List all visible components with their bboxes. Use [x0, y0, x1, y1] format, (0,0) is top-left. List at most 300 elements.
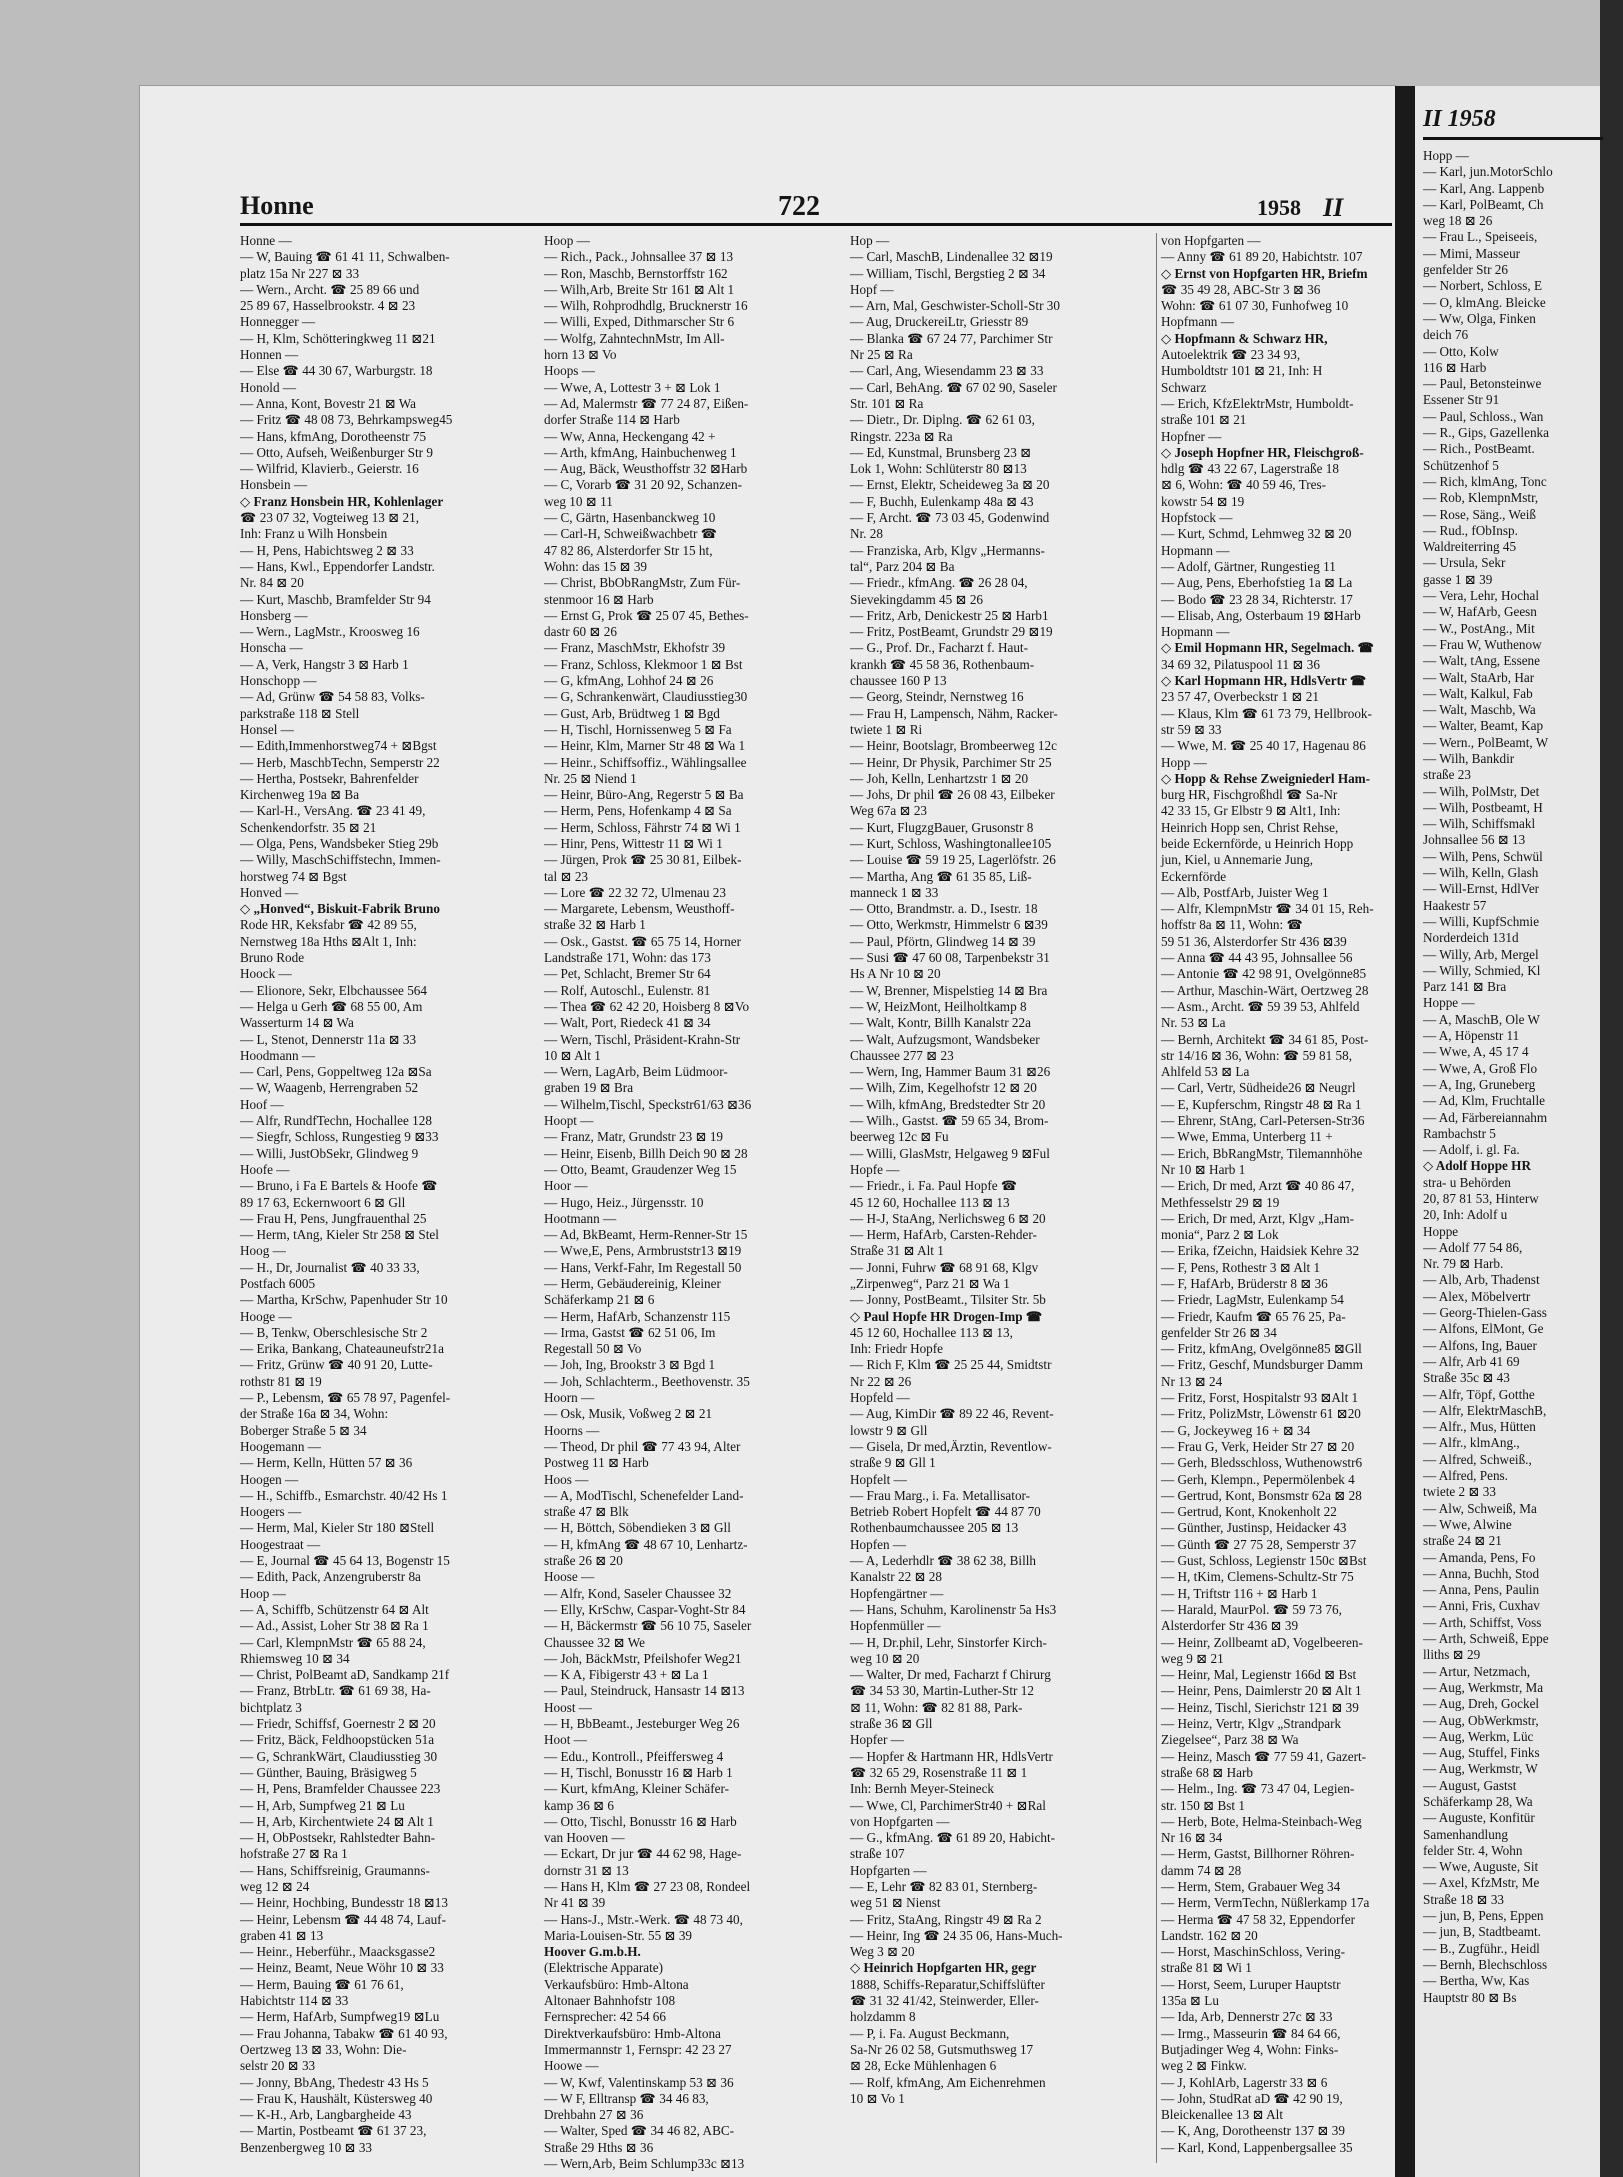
directory-entry-line: 25 89 67, Hasselbrookstr. 4 ⊠ 23	[240, 298, 416, 314]
directory-entry-line: — Alfr, RundfTechn, Hochallee 128	[240, 1113, 432, 1129]
directory-entry-line: — Erich, Dr med, Arzt ☎ 40 86 47,	[1161, 1178, 1355, 1194]
directory-entry-line: — Ehrenr, StAng, Carl-Petersen-Str36	[1161, 1113, 1365, 1129]
directory-entry-line: — H., Schiffb., Esmarchstr. 40/42 Hs 1	[240, 1487, 448, 1503]
directory-entry-line: Nr 16 ⊠ 34	[1161, 1830, 1223, 1846]
directory-entry-line: Fernsprecher: 42 54 66	[544, 2009, 666, 2025]
directory-entry-line: — Thea ☎ 62 42 20, Hoisberg 8 ⊠Vo	[544, 998, 750, 1014]
directory-entry-line: Chaussee 277 ⊠ 23	[850, 1047, 954, 1063]
directory-entry-line: Honnegger —	[240, 314, 316, 330]
directory-entry-line: weg 9 ⊠ 21	[1161, 1650, 1224, 1666]
directory-entry-line: — G., Prof. Dr., Facharzt f. Haut-	[850, 640, 1028, 656]
adjacent-entry-line: — Walt, Kalkul, Fab	[1423, 685, 1533, 701]
adjacent-entry-line: — Rich, klmAng, Tonc	[1423, 473, 1547, 489]
directory-entry-line: — H, Pens, Bramfelder Chaussee 223	[240, 1781, 441, 1797]
adjacent-entry-line: — A, MaschB, Ole W	[1423, 1011, 1540, 1027]
directory-entry-line: hoffstr 8a ⊠ 11, Wohn: ☎	[1161, 917, 1303, 933]
directory-entry-line: Schwarz	[1161, 379, 1207, 395]
adjacent-entry-line: — Alfred, Pens.	[1423, 1468, 1508, 1484]
adjacent-entry-line: — Aug, Dreh, Gockel	[1423, 1696, 1540, 1712]
adjacent-entry-line: — Alfr, ElektrMaschB,	[1423, 1402, 1547, 1418]
adjacent-entry-line: — Anni, Fris, Cuxhav	[1423, 1598, 1540, 1614]
directory-entry-line: — Gerh, Bledsschloss, Wuthenowstr6	[1161, 1455, 1363, 1471]
directory-entry-line: — H, ObPostsekr, Rahlstedter Bahn-	[240, 1830, 436, 1846]
directory-entry-line: Hoorns —	[544, 1422, 600, 1438]
directory-entry-line: — Franziska, Arb, Klgv „Hermanns-	[850, 542, 1045, 558]
directory-entry-line: — Carl, Pens, Goppeltweg 12a ⊠Sa	[240, 1064, 432, 1080]
directory-entry-line: — Ron, Maschb, Bernstorffstr 162	[544, 265, 728, 281]
directory-entry-line: — W, Brenner, Mispelstieg 14 ⊠ Bra	[850, 982, 1048, 998]
directory-entry-line: Kirchenweg 19a ⊠ Ba	[240, 787, 360, 803]
adjacent-entry-line: — Wwe, Auguste, Sit	[1423, 1859, 1539, 1875]
adjacent-entry-line: — Willy, Schmied, Kl	[1423, 962, 1541, 978]
directory-entry-line: — Christ, PolBeamt aD, Sandkamp 21f	[240, 1667, 450, 1683]
directory-entry-line: Hs A Nr 10 ⊠ 20	[850, 966, 941, 982]
directory-entry-line: Wohn: das 15 ⊠ 39	[544, 558, 648, 574]
directory-entry-line: Butjadinger Weg 4, Wohn: Finks-	[1161, 2041, 1339, 2057]
directory-entry-line: — Margarete, Lebensm, Weusthoff-	[544, 901, 735, 917]
directory-entry-line: horn 13 ⊠ Vo	[544, 347, 617, 363]
directory-entry-line: — Fritz, Arb, Denickestr 25 ⊠ Harb1	[850, 607, 1049, 623]
header-page-number: 722	[778, 191, 820, 222]
directory-entry-line: — Herm, Gebäudereinig, Kleiner	[544, 1276, 721, 1291]
directory-entry-line: Altonaer Bahnhofstr 108	[544, 1993, 676, 2009]
directory-page	[140, 86, 1395, 2177]
directory-entry-line: — Franz, Matr, Grundstr 23 ⊠ 19	[544, 1129, 724, 1145]
adjacent-entry-line: — Alfons, ElMont, Ge	[1423, 1321, 1544, 1337]
directory-entry-line: Inh: Friedr Hopfe	[850, 1341, 944, 1357]
directory-entry-line: — Bernh, Architekt ☎ 34 61 85, Post-	[1161, 1031, 1369, 1047]
directory-entry-line: — Herma ☎ 47 58 32, Eppendorfer	[1161, 1911, 1356, 1927]
directory-entry-line: Nernstweg 18a Hths ⊠Alt 1, Inh:	[240, 933, 417, 949]
directory-entry-line: — K-H., Arb, Langbargheide 43	[240, 2107, 412, 2123]
directory-entry-line: — Joh, BäckMstr, Pfeilshofer Weg21	[544, 1650, 742, 1666]
directory-entry-line: — H., Dr, Journalist ☎ 40 33 33,	[240, 1259, 420, 1275]
header-keyword: Honne	[240, 191, 314, 220]
adjacent-entry-line: straße 24 ⊠ 21	[1423, 1533, 1502, 1549]
directory-entry-line: — Franz, MaschMstr, Ekhofstr 39	[544, 640, 726, 656]
adjacent-entry-line: Norderdeich 131d	[1423, 930, 1519, 946]
directory-entry-line: — Kurt, Maschb, Bramfelder Str 94	[240, 591, 431, 607]
directory-entry-line: — G, SchrankWärt, Claudiusstieg 30	[240, 1748, 438, 1764]
directory-entry-line: — Antonie ☎ 42 98 91, Ovelgönne85	[1161, 966, 1367, 982]
directory-entry-line: — Karl-H., VersAng. ☎ 23 41 49,	[240, 803, 426, 819]
directory-entry-line: Hopfelt —	[850, 1471, 907, 1487]
directory-entry-line: — Heinr, Bootslagr, Brombeerweg 12c	[850, 738, 1057, 754]
directory-column-3	[850, 233, 1148, 2163]
directory-entry-line: — Hans, Schuhm, Karolinenstr 5a Hs3	[850, 1601, 1057, 1617]
adjacent-entry-line: — Aug, Werkmstr, Ma	[1423, 1679, 1544, 1695]
directory-entry-line: — Alb, PostfArb, Juister Weg 1	[1161, 884, 1329, 900]
directory-entry-line: — Harald, MaurPol. ☎ 59 73 76,	[1161, 1601, 1342, 1617]
directory-entry-line: — Horst, MaschinSchloss, Vering-	[1161, 1944, 1346, 1960]
directory-entry-line: — Erika, fZeichn, Haidsiek Kehre 32	[1161, 1243, 1360, 1259]
adjacent-entry-line: — Anna, Pens, Paulin	[1423, 1582, 1540, 1598]
directory-entry-line: ◇ Paul Hopfe HR Drogen-Imp ☎	[850, 1308, 1043, 1324]
directory-entry-line: — A, Verk, Hangstr 3 ⊠ Harb 1	[240, 656, 409, 672]
directory-entry-line: Hopmann —	[1161, 624, 1230, 640]
directory-entry-line: Ringstr. 223a ⊠ Ra	[850, 428, 953, 444]
directory-entry-line: — Siegfr, Schloss, Rungestieg 9 ⊠33	[240, 1129, 439, 1145]
adjacent-entry-line: Hopp —	[1423, 148, 1469, 163]
directory-entry-line: Honsbein —	[240, 477, 308, 493]
adjacent-entry-line: — Rose, Säng., Weiß	[1423, 506, 1536, 522]
directory-entry-line: — C, Vorarb ☎ 31 20 92, Schanzen-	[544, 477, 742, 493]
directory-entry-line: 89 17 63, Eckernwoort 6 ⊠ Gll	[240, 1194, 406, 1210]
adjacent-entry-line: — Georg-Thielen-Gass	[1423, 1305, 1547, 1321]
directory-entry-line: Benzenbergweg 10 ⊠ 33	[240, 2139, 373, 2155]
directory-entry-line: — Carl-H, Schweißwachbetr ☎	[544, 526, 718, 542]
directory-entry-line: — Walt, Kontr, Billh Kanalstr 22a	[850, 1015, 1031, 1031]
directory-entry-line: — Günther, Justinsp, Heidacker 43	[1161, 1520, 1347, 1536]
directory-entry-line: — Gertrud, Kont, Knokenholt 22	[1161, 1504, 1337, 1520]
directory-column-2	[544, 233, 842, 2172]
directory-entry-line: ◇ Heinrich Hopfgarten HR, gegr	[850, 1960, 1037, 1976]
directory-entry-line: der Straße 16a ⊠ 34, Wohn:	[240, 1406, 389, 1422]
directory-entry-line: — J, KohlArb, Lagerstr 33 ⊠ 6	[1161, 2074, 1328, 2090]
directory-entry-line: Hopmann —	[1161, 542, 1230, 558]
directory-entry-line: — H, kfmAng ☎ 48 67 10, Lenhartz-	[544, 1536, 748, 1552]
directory-entry-line: Hopfgarten —	[850, 1862, 927, 1878]
directory-entry-line: straße 107	[850, 1846, 905, 1862]
directory-entry-line: — H, Bäckermstr ☎ 56 10 75, Saseler	[544, 1618, 752, 1634]
page-header	[140, 191, 1344, 225]
adjacent-entry-line: — R., Gips, Gazellenka	[1423, 425, 1549, 441]
directory-entry-line: Hoose —	[544, 1569, 595, 1585]
adjacent-entry-line: — Adolf 77 54 86,	[1423, 1239, 1523, 1255]
directory-entry-line: Wasserturm 14 ⊠ Wa	[240, 1015, 354, 1031]
adjacent-entry-line: — Wilh, Kelln, Glash	[1423, 865, 1539, 881]
adjacent-entry-line: — W, HafArb, Geesn	[1423, 604, 1537, 620]
adjacent-entry-line: — Wilh, Schiffsmakl	[1423, 816, 1536, 832]
adjacent-entry-line: — Anna, Buchh, Stod	[1423, 1565, 1540, 1581]
directory-entry-line: — B, Tenkw, Oberschlesische Str 2	[240, 1324, 428, 1340]
directory-entry-line: — A, Schiffb, Schützenstr 64 ⊠ Alt	[240, 1601, 429, 1617]
adjacent-entry-line: — Wwe, A, 45 17 4	[1423, 1044, 1529, 1060]
directory-entry-line: — Karl, Kond, Lappenbergsallee 35	[1161, 2139, 1353, 2155]
directory-entry-line: — Friedr., i. Fa. Paul Hopfe ☎	[850, 1178, 1018, 1194]
adjacent-entry-line: — Adolf, i. gl. Fa.	[1423, 1142, 1520, 1158]
directory-entry-line: Hopfstock —	[1161, 510, 1233, 526]
adjacent-page-column	[1423, 148, 1623, 2158]
directory-entry-line: — Wern., Archt. ☎ 25 89 66 und	[240, 281, 420, 297]
directory-entry-line: — Wilh,Arb, Breite Str 161 ⊠ Alt 1	[544, 281, 735, 297]
directory-entry-line: von Hopfgarten —	[850, 1813, 950, 1829]
directory-entry-line: Hooge —	[240, 1308, 292, 1324]
adjacent-entry-line: — Alfr, Töpf, Gotthe	[1423, 1386, 1535, 1402]
directory-entry-line: twiete 1 ⊠ Ri	[850, 721, 923, 737]
directory-entry-line: — Fritz, Bäck, Feldhoopstücken 51a	[240, 1732, 435, 1748]
directory-entry-line: — Kurt, Schloss, Washingtonallee105	[850, 835, 1052, 851]
directory-entry-line: — H, Tischl, Bonusstr 16 ⊠ Harb 1	[544, 1764, 733, 1780]
directory-entry-line: 10 ⊠ Vo 1	[850, 2090, 905, 2106]
directory-entry-line: Hopfner —	[1161, 428, 1222, 444]
adjacent-entry-line: Parz 141 ⊠ Bra	[1423, 979, 1507, 995]
directory-entry-line: 23 57 47, Overbeckstr 1 ⊠ 21	[1161, 689, 1319, 705]
directory-entry-line: Hoof —	[240, 1096, 284, 1112]
directory-entry-line: — Elisab, Ang, Osterbaum 19 ⊠Harb	[1161, 607, 1361, 623]
directory-entry-line: parkstraße 118 ⊠ Stell	[240, 705, 360, 721]
adjacent-entry-line: — Rob, KlempnMstr,	[1423, 490, 1539, 506]
directory-entry-line: — Heinz, Tischl, Sierichstr 121 ⊠ 39	[1161, 1699, 1359, 1715]
directory-entry-line: Hopfmann —	[1161, 314, 1234, 330]
directory-entry-line: Hoover G.m.b.H.	[544, 1944, 641, 1960]
adjacent-entry-line: — Will-Ernst, HdlVer	[1423, 881, 1540, 897]
directory-entry-line: — Gerh, Klempn., Pepermölenbek 4	[1161, 1471, 1355, 1487]
directory-entry-line: Lok 1, Wohn: Schlüterstr 80 ⊠13	[850, 461, 1027, 477]
directory-entry-line: — Elly, KrSchw, Caspar-Voght-Str 84	[544, 1601, 746, 1617]
directory-entry-line: — Otto, Tischl, Bonusstr 16 ⊠ Harb	[544, 1813, 737, 1829]
directory-entry-line: ☎ 35 49 28, ABC-Str 3 ⊠ 36	[1161, 281, 1321, 297]
directory-entry-line: — P., Lebensm, ☎ 65 78 97, Pagenfel-	[240, 1390, 451, 1406]
directory-entry-line: — H, tKim, Clemens-Schultz-Str 75	[1161, 1569, 1354, 1585]
directory-entry-line: — C, Gärtn, Hasenbanckweg 10	[544, 510, 716, 526]
directory-entry-line: — G, Schrankenwärt, Claudiusstieg30	[544, 689, 748, 705]
adjacent-entry-line: — Wwe, A, Groß Flo	[1423, 1060, 1538, 1076]
directory-entry-line: Sievekingdamm 45 ⊠ 26	[850, 591, 984, 607]
directory-entry-line: horstweg 74 ⊠ Bgst	[240, 868, 347, 884]
directory-entry-line: — Rich F, Klm ☎ 25 25 44, Smidtstr	[850, 1357, 1052, 1373]
directory-entry-line: Maria-Louisen-Str. 55 ⊠ 39	[544, 1927, 693, 1943]
directory-entry-line: — Dietr., Dr. Diplng. ☎ 62 61 03,	[850, 412, 1035, 428]
directory-entry-line: — Gust, Arb, Brüdtweg 1 ⊠ Bgd	[544, 705, 720, 721]
adjacent-entry-line: 20, 87 81 53, Hinterw	[1423, 1191, 1539, 1206]
directory-entry-line: — Carl, BehAng. ☎ 67 02 90, Saseler	[850, 379, 1057, 395]
directory-entry-line: — F, Buchh, Eulenkamp 48a ⊠ 43	[850, 493, 1034, 509]
directory-entry-line: Habichtstr 114 ⊠ 33	[240, 1993, 349, 2009]
directory-entry-line: — Walt, Port, Riedeck 41 ⊠ 34	[544, 1015, 711, 1031]
directory-entry-line: — Pet, Schlacht, Bremer Str 64	[544, 966, 711, 982]
directory-entry-line: Hoofe —	[240, 1161, 290, 1177]
directory-entry-line: — Gust, Schloss, Legienstr 150c ⊠Bst	[1161, 1553, 1367, 1569]
directory-entry-line: kowstr 54 ⊠ 19	[1161, 493, 1245, 509]
directory-entry-line: — Wern, LagArb, Beim Lüdmoor-	[544, 1064, 728, 1080]
directory-entry-line: straße 68 ⊠ Harb	[1161, 1764, 1253, 1780]
directory-column-1	[240, 233, 538, 2163]
directory-entry-line: str 59 ⊠ 33	[1161, 721, 1222, 737]
directory-entry-line: — Johs, Dr phil ☎ 26 08 43, Eilbeker	[850, 787, 1055, 803]
adjacent-entry-line: — Alfr, Arb 41 69	[1423, 1353, 1520, 1369]
directory-entry-line: — Franz, BtrbLtr. ☎ 61 69 38, Ha-	[240, 1683, 431, 1699]
directory-entry-line: — Ad, Grünw ☎ 54 58 83, Volks-	[240, 689, 425, 705]
directory-entry-line: graben 19 ⊠ Bra	[544, 1080, 634, 1096]
directory-entry-line: — Herm, Schloss, Fährstr 74 ⊠ Wi 1	[544, 819, 741, 835]
directory-entry-line: — Wilhelm,Tischl, Speckstr61/63 ⊠36	[544, 1096, 752, 1112]
directory-entry-line: — Hinr, Pens, Wittestr 11 ⊠ Wi 1	[544, 835, 723, 851]
adjacent-entry-line: weg 18 ⊠ 26	[1423, 213, 1493, 229]
adjacent-entry-line: Hauptstr 80 ⊠ Bs	[1423, 1989, 1517, 2005]
directory-entry-line: Honsberg —	[240, 607, 308, 623]
directory-entry-line: — Gertrud, Kont, Bonsmstr 62a ⊠ 28	[1161, 1487, 1362, 1503]
directory-entry-line: Nr 10 ⊠ Harb 1	[1161, 1161, 1246, 1177]
directory-entry-line: — Hans H, Klm ☎ 27 23 08, Rondeel	[544, 1878, 751, 1894]
directory-entry-line: — Arth, kfmAng, Hainbuchenweg 1	[544, 444, 737, 460]
directory-entry-line: — Kurt, kfmAng, Kleiner Schäfer-	[544, 1781, 730, 1797]
directory-entry-line: Schäferkamp 21 ⊠ 6	[544, 1292, 655, 1308]
directory-entry-line: ◇ Emil Hopmann HR, Segelmach. ☎	[1161, 640, 1375, 656]
directory-entry-line: — Susi ☎ 47 60 08, Tarpenbekstr 31	[850, 950, 1050, 966]
adjacent-entry-line: — Walt, Maschb, Wa	[1423, 702, 1536, 718]
directory-entry-line: — Herb, MaschbTechn, Semperstr 22	[240, 754, 440, 770]
directory-entry-line: — W, Kwf, Valentinskamp 53 ⊠ 36	[544, 2074, 734, 2090]
adjacent-entry-line: — Wilh, PolMstr, Det	[1423, 783, 1540, 799]
directory-entry-line: weg 10 ⊠ 20	[850, 1650, 920, 1666]
directory-entry-line: dornstr 31 ⊠ 13	[544, 1862, 629, 1878]
directory-entry-line: — Carl, MaschB, Lindenallee 32 ⊠19	[850, 249, 1053, 265]
directory-entry-line: — Aug, DruckereiLtr, Griesstr 89	[850, 314, 1029, 330]
adjacent-entry-line: Samenhandlung	[1423, 1826, 1508, 1842]
directory-entry-line: — Ad, Malermstr ☎ 77 24 87, Eißen-	[544, 395, 749, 411]
adjacent-entry-line: — Artur, Netzmach,	[1423, 1663, 1531, 1679]
directory-entry-line: rothstr 81 ⊠ 19	[240, 1373, 322, 1389]
directory-entry-line: — Ida, Arb, Dennerstr 27c ⊠ 33	[1161, 2009, 1333, 2025]
adjacent-entry-line: — jun, B, Stadtbeamt.	[1423, 1924, 1541, 1940]
directory-entry-line: Hopf —	[850, 281, 894, 297]
directory-entry-line: Hoowe —	[544, 2058, 599, 2074]
adjacent-entry-line: — Walter, Beamt, Kap	[1423, 718, 1544, 734]
adjacent-entry-line: twiete 2 ⊠ 33	[1423, 1484, 1496, 1500]
directory-entry-line: — Fritz ☎ 48 08 73, Behrkampsweg45	[240, 412, 453, 428]
directory-entry-line: — H, Böttch, Söbendieken 3 ⊠ Gll	[544, 1520, 731, 1536]
directory-entry-line: — Herm, Stem, Grabauer Weg 34	[1161, 1878, 1341, 1894]
directory-entry-line: — H, Arb, Kirchentwiete 24 ⊠ Alt 1	[240, 1813, 434, 1829]
directory-entry-line: — Fritz, Grünw ☎ 40 91 20, Lutte-	[240, 1357, 433, 1373]
directory-entry-line: Bruno Rode	[240, 950, 305, 966]
directory-entry-line: — Paul, Pförtn, Glindweg 14 ⊠ 39	[850, 933, 1036, 949]
directory-entry-line: — Wilh, Zim, Kegelhofstr 12 ⊠ 20	[850, 1080, 1037, 1096]
directory-entry-line: — Erich, Dr med, Arzt, Klgv „Ham-	[1161, 1210, 1354, 1226]
adjacent-entry-line: — Axel, KfzMstr, Me	[1423, 1875, 1540, 1891]
directory-entry-line: Straße 31 ⊠ Alt 1	[850, 1243, 944, 1259]
directory-entry-line: hofstraße 27 ⊠ Ra 1	[240, 1846, 348, 1862]
directory-entry-line: chaussee 160 P 13	[850, 673, 947, 689]
directory-entry-line: ◇ „Honved“, Biskuit-Fabrik Bruno	[240, 901, 440, 917]
directory-entry-line: — Osk., Gastst. ☎ 65 75 14, Horner	[544, 933, 742, 949]
directory-entry-line: weg 2 ⊠ Finkw.	[1161, 2058, 1247, 2074]
directory-entry-line: — Heinr, Klm, Marner Str 48 ⊠ Wa 1	[544, 738, 746, 754]
directory-entry-line: weg 51 ⊠ Nienst	[850, 1895, 941, 1911]
directory-entry-line: — Jonny, PostBeamt., Tilsiter Str. 5b	[850, 1292, 1046, 1308]
directory-entry-line: Rhiemsweg 10 ⊠ 34	[240, 1650, 350, 1666]
directory-entry-line: — Friedr, LagMstr, Eulenkamp 54	[1161, 1292, 1344, 1308]
directory-entry-line: — Martha, KrSchw, Papenhuder Str 10	[240, 1292, 448, 1308]
directory-entry-line: Postfach 6005	[240, 1276, 316, 1291]
directory-entry-line: Nr 41 ⊠ 39	[544, 1895, 606, 1911]
directory-entry-line: Hopfen —	[850, 1536, 907, 1552]
adjacent-entry-line: — Wilh, Bankdir	[1423, 750, 1515, 766]
directory-entry-line: — Wern, Tischl, Präsident-Krahn-Str	[544, 1031, 741, 1047]
directory-entry-line: — Helga u Gerh ☎ 68 55 00, Am	[240, 998, 423, 1014]
directory-entry-line: — Wwe, Emma, Unterberg 11 +	[1161, 1129, 1333, 1145]
directory-entry-line: krankh ☎ 45 58 36, Rothenbaum-	[850, 656, 1035, 672]
adjacent-entry-line: felder Str. 4, Wohn	[1423, 1842, 1523, 1858]
directory-entry-line: Inh: Franz u Wilh Honsbein	[240, 526, 388, 542]
directory-entry-line: Hoop —	[240, 1585, 286, 1601]
directory-entry-line: jun, Kiel, u Annemarie Jung,	[1161, 852, 1313, 868]
directory-entry-line: ⊠ 11, Wohn: ☎ 82 81 88, Park-	[850, 1699, 1023, 1715]
directory-entry-line: monia“, Parz 2 ⊠ Lok	[1161, 1227, 1279, 1243]
directory-entry-line: — Theod, Dr phil ☎ 77 43 94, Alter	[544, 1438, 741, 1454]
directory-entry-line: — Hans, kfmAng, Dorotheenstr 75	[240, 428, 427, 444]
directory-entry-line: — Frau Johanna, Tabakw ☎ 61 40 93,	[240, 2025, 448, 2041]
directory-entry-line: damm 74 ⊠ 28	[1161, 1862, 1242, 1878]
directory-entry-line: Betrieb Robert Hopfelt ☎ 44 87 70	[850, 1504, 1041, 1520]
directory-entry-line: Regestall 50 ⊠ Vo	[544, 1341, 642, 1357]
adjacent-entry-line: — Frau L., Speiseeis,	[1423, 229, 1538, 245]
directory-entry-line: 42 33 15, Gr Elbstr 9 ⊠ Alt1, Inh:	[1161, 803, 1341, 819]
directory-entry-line: — Herm, Gastst, Billhorner Röhren-	[1161, 1846, 1355, 1862]
directory-entry-line: — Herm, Pens, Hofenkamp 4 ⊠ Sa	[544, 803, 732, 819]
directory-entry-line: — G, kfmAng, Lohhof 24 ⊠ 26	[544, 673, 714, 689]
directory-entry-line: — F, HafArb, Brüderstr 8 ⊠ 36	[1161, 1276, 1328, 1291]
directory-entry-line: genfelder Str 26 ⊠ 34	[1161, 1324, 1277, 1340]
directory-entry-line: Hoost —	[544, 1699, 592, 1715]
directory-entry-line: — W F, Elltransp ☎ 34 46 83,	[544, 2090, 709, 2106]
directory-entry-line: — Heinr, Ing ☎ 24 35 06, Hans-Much-	[850, 1927, 1063, 1943]
directory-entry-line: Landstraße 171, Wohn: das 173	[544, 950, 711, 966]
header-volume: II	[1323, 193, 1344, 222]
directory-entry-line: stenmoor 16 ⊠ Harb	[544, 591, 654, 607]
directory-entry-line: straße 32 ⊠ Harb 1	[544, 917, 646, 933]
directory-entry-line: Nr. 84 ⊠ 20	[240, 575, 304, 591]
directory-entry-line: ◇ Hopfmann & Schwarz HR,	[1161, 330, 1328, 346]
adjacent-entry-line: — Aug, Stuffel, Finks	[1423, 1745, 1540, 1761]
directory-entry-line: ☎ 34 53 30, Martin-Luther-Str 12	[850, 1683, 1034, 1699]
directory-entry-line: — Kurt, FlugzgBauer, Grusonstr 8	[850, 819, 1034, 835]
directory-entry-line: — Walter, Dr med, Facharzt f Chirurg	[850, 1667, 1051, 1683]
directory-entry-line: — H, Dr.phil, Lehr, Sinstorfer Kirch-	[850, 1634, 1047, 1650]
directory-entry-line: — Hans, Verkf-Fahr, Im Regestall 50	[544, 1259, 742, 1275]
directory-entry-line: Hootmann —	[544, 1210, 617, 1226]
directory-entry-line: Hoogers —	[240, 1504, 302, 1520]
directory-entry-line: Hoos —	[544, 1471, 589, 1487]
adjacent-entry-line: — W., PostAng., Mit	[1423, 620, 1535, 636]
adjacent-entry-line: — Karl, Ang. Lappenb	[1423, 180, 1545, 196]
directory-entry-line: straße 81 ⊠ Wi 1	[1161, 1960, 1252, 1976]
directory-entry-line: — Georg, Steindr, Nernstweg 16	[850, 689, 1024, 705]
directory-entry-line: — Arthur, Maschin-Wärt, Oertzweg 28	[1161, 982, 1369, 998]
directory-entry-line: — Blanka ☎ 67 24 77, Parchimer Str	[850, 330, 1053, 346]
directory-entry-line: Rothenbaumchaussee 205 ⊠ 13	[850, 1520, 1019, 1536]
directory-entry-line: — Otto, Aufseh, Weißenburger Str 9	[240, 444, 433, 460]
adjacent-entry-line: — Otto, Kolw	[1423, 343, 1499, 359]
adjacent-entry-line: ◇ Adolf Hoppe HR	[1423, 1158, 1531, 1174]
adjacent-entry-line: Hoppe —	[1423, 995, 1475, 1011]
adjacent-entry-line: Essener Str 91	[1423, 392, 1500, 408]
adjacent-entry-line: — A, Ing, Gruneberg	[1423, 1076, 1536, 1092]
directory-entry-line: — Frau G, Verk, Heider Str 27 ⊠ 20	[1161, 1438, 1355, 1454]
directory-entry-line: — Herm, HafArb, Carsten-Rehder-	[850, 1227, 1037, 1243]
adjacent-entry-line: — Aug, Werkm, Lüc	[1423, 1728, 1534, 1744]
directory-entry-line: 59 51 36, Alsterdorfer Str 436 ⊠39	[1161, 933, 1347, 949]
directory-entry-line: — Willi, Exped, Dithmarscher Str 6	[544, 314, 735, 330]
directory-entry-line: Postweg 11 ⊠ Harb	[544, 1455, 649, 1471]
directory-entry-line: — W, Bauing ☎ 61 41 11, Schwalben-	[240, 249, 450, 265]
directory-entry-line: — Erich, BbRangMstr, Tilemannhöhe	[1161, 1145, 1363, 1161]
directory-entry-line: Sa-Nr 26 02 58, Gutsmuthsweg 17	[850, 2041, 1034, 2057]
adjacent-entry-line: — Willi, KupfSchmie	[1423, 913, 1540, 929]
directory-entry-line: — Ad., Assist, Loher Str 38 ⊠ Ra 1	[240, 1618, 429, 1634]
directory-entry-line: — Hans-J., Mstr.-Werk. ☎ 48 73 40,	[544, 1911, 743, 1927]
directory-entry-line: 135a ⊠ Lu	[1161, 1993, 1219, 2009]
adjacent-entry-line: lliths ⊠ 29	[1423, 1647, 1481, 1663]
adjacent-entry-line: — Ww, Olga, Finken	[1423, 310, 1536, 326]
adjacent-page-header: II 1958	[1423, 106, 1496, 132]
adjacent-entry-line: — Alw, Schweiß, Ma	[1423, 1500, 1537, 1516]
adjacent-entry-line: Waldreiterring 45	[1423, 539, 1517, 555]
directory-entry-line: — E, Lehr ☎ 82 83 01, Sternberg-	[850, 1878, 1038, 1894]
directory-entry-line: — Wern,Arb, Beim Schlump33c ⊠13	[544, 2156, 745, 2172]
directory-entry-line: — Edu., Kontroll., Pfeiffersweg 4	[544, 1748, 724, 1764]
